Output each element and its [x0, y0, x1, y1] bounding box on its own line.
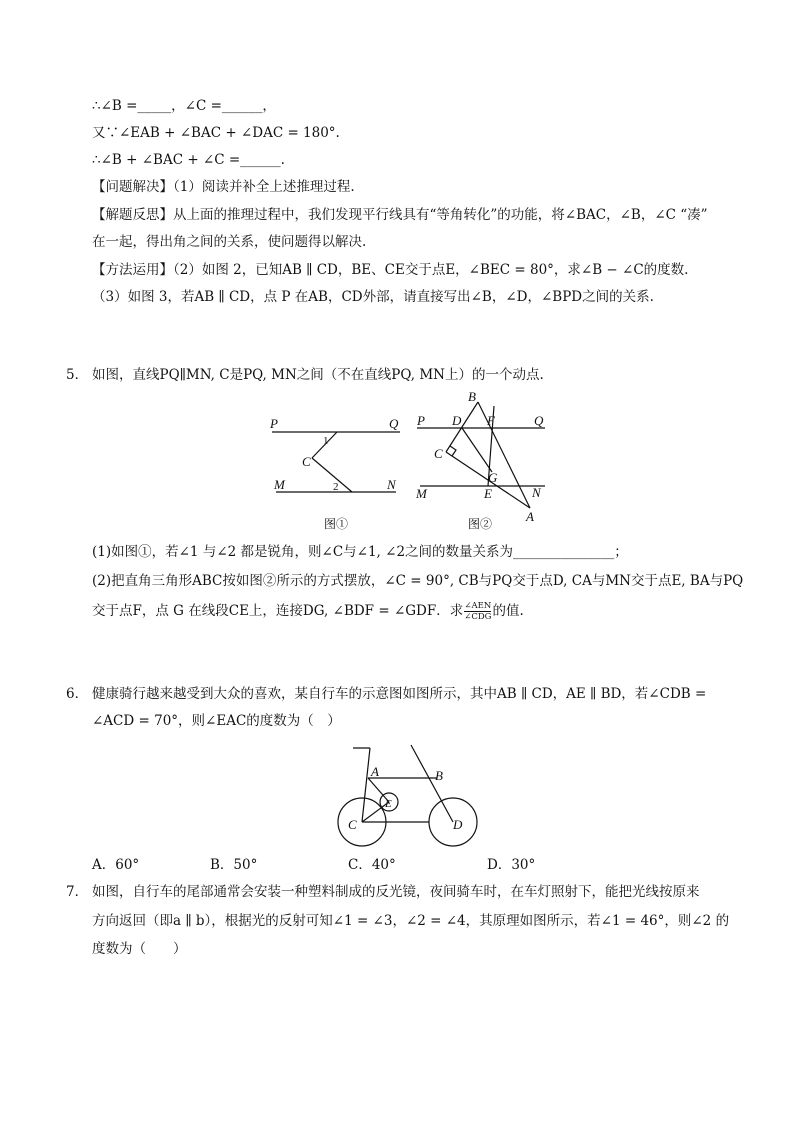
- fig2-label-e: E: [484, 486, 492, 501]
- question-6-stem-2: ∠ACD = 70°，则∠EAC的度数为（ ）: [92, 713, 341, 729]
- fig2-label-m: M: [416, 486, 427, 501]
- fig1-label-c: C: [302, 454, 311, 469]
- bike-label-a: A: [371, 764, 379, 779]
- fig1-segment-lower: [312, 458, 352, 492]
- question-6-number: 6．: [66, 686, 89, 702]
- fig1-label-q: Q: [389, 416, 399, 431]
- question-5-number: 5．: [66, 367, 89, 383]
- fig2-label-f: F: [487, 413, 495, 428]
- fraction-denominator: ∠CDG: [464, 612, 492, 622]
- option-b: B．50°: [210, 857, 258, 873]
- question-5-part-2-end: 的值.: [492, 603, 524, 619]
- method-line-2: 【方法运用】（2）如图 2，已知AB ∥ CD，BE、CE交于点E，∠BEC = 80°，求∠B − ∠C的度数.: [92, 262, 689, 278]
- bike-label-c: C: [348, 817, 357, 832]
- question-5-part-2-line-2: [92, 601, 524, 622]
- fig1-label-p: P: [270, 416, 278, 431]
- seat-tube: [362, 748, 370, 822]
- fig2-right-angle-mark: [450, 446, 456, 456]
- question-7-line-2: 方向返回（即a ∥ b），根据光的反射可知∠1 = ∠3，∠2 = ∠4，其原理如图所示，若∠1 = 46°，则∠2 的: [92, 913, 730, 929]
- method-line-3: （3）如图 3，若AB ∥ CD，点 P 在AB，CD外部，请直接写出∠B，∠D，∠BPD之间的关系.: [92, 289, 654, 305]
- fig2-label-g: G: [488, 470, 498, 485]
- fig1-label-n: N: [387, 477, 396, 492]
- fig2-label-a: A: [526, 509, 534, 524]
- fig2-label-c: C: [434, 446, 443, 461]
- question-5-figures: [260, 390, 560, 538]
- problem-solving-line: 【问题解决】（1）阅读并补全上述推理过程.: [92, 179, 355, 195]
- reasoning-line-1: ∴∠B =_____，∠C =______，: [92, 98, 276, 114]
- question-7-line-1: 如图，自行车的尾部通常会安装一种塑料制成的反光镜，夜间骑车时，在车灯照射下，能把光线按原来: [92, 884, 700, 900]
- question-7-number: 7．: [66, 884, 89, 900]
- option-c: C．40°: [348, 857, 396, 873]
- fig1-label-m: M: [274, 477, 285, 492]
- question-5-part-2-line-1: (2)把直角三角形ABC按如图②所示的方式摆放，∠C = 90°, CB与PQ交于点D, CA与MN交于点E, BA与PQ: [92, 573, 744, 589]
- fig1-caption: 图①: [324, 517, 349, 531]
- angle-fraction: [464, 601, 491, 622]
- reasoning-line-2: 又∵∠EAB + ∠BAC + ∠DAC = 180°.: [92, 125, 340, 141]
- fig2-caption: 图②: [468, 517, 493, 531]
- fig2-label-p: P: [417, 413, 425, 428]
- bicycle-figure: [325, 740, 485, 850]
- option-a: A．60°: [92, 857, 140, 873]
- fig2-label-d: D: [452, 413, 462, 428]
- fig1-angle-2: 2: [333, 481, 339, 493]
- question-5-part-2-text: 交于点F，点 G 在线段CE上，连接DG, ∠BDF = ∠GDF．求: [92, 603, 464, 619]
- bike-label-e: E: [385, 798, 392, 810]
- reflection-line-2: 在一起，得出角之间的关系，使问题得以解决.: [92, 234, 367, 250]
- option-d: D．30°: [487, 857, 536, 873]
- reflection-line-1: 【解题反思】从上面的推理过程中，我们发现平行线具有“等角转化”的功能，将∠BAC，∠B，∠C “凑”: [92, 207, 708, 223]
- fraction-numerator: ∠AEN: [464, 601, 492, 611]
- bike-label-d: D: [453, 817, 463, 832]
- fig2-label-q: Q: [534, 413, 544, 428]
- question-7-line-3: 度数为（ ）: [92, 941, 187, 957]
- fig1-angle-1: 1: [323, 435, 329, 447]
- question-6-stem-1: 健康骑行越来越受到大众的喜欢，某自行车的示意图如图所示，其中AB ∥ CD，AE ∥ BD，若∠CDB =: [92, 686, 707, 702]
- question-5-part-1: (1)如图①，若∠1 与∠2 都是锐角，则∠C与∠1, ∠2之间的数量关系为_______________；: [92, 544, 628, 560]
- reasoning-line-3: ∴∠B + ∠BAC + ∠C =______.: [92, 152, 285, 168]
- question-5-stem: 如图，直线PQ∥MN, C是PQ, MN之间（不在直线PQ, MN上）的一个动点.: [92, 367, 544, 383]
- fig2-label-b: B: [468, 390, 476, 404]
- bike-label-b: B: [435, 768, 443, 783]
- fig2-label-n: N: [532, 485, 541, 500]
